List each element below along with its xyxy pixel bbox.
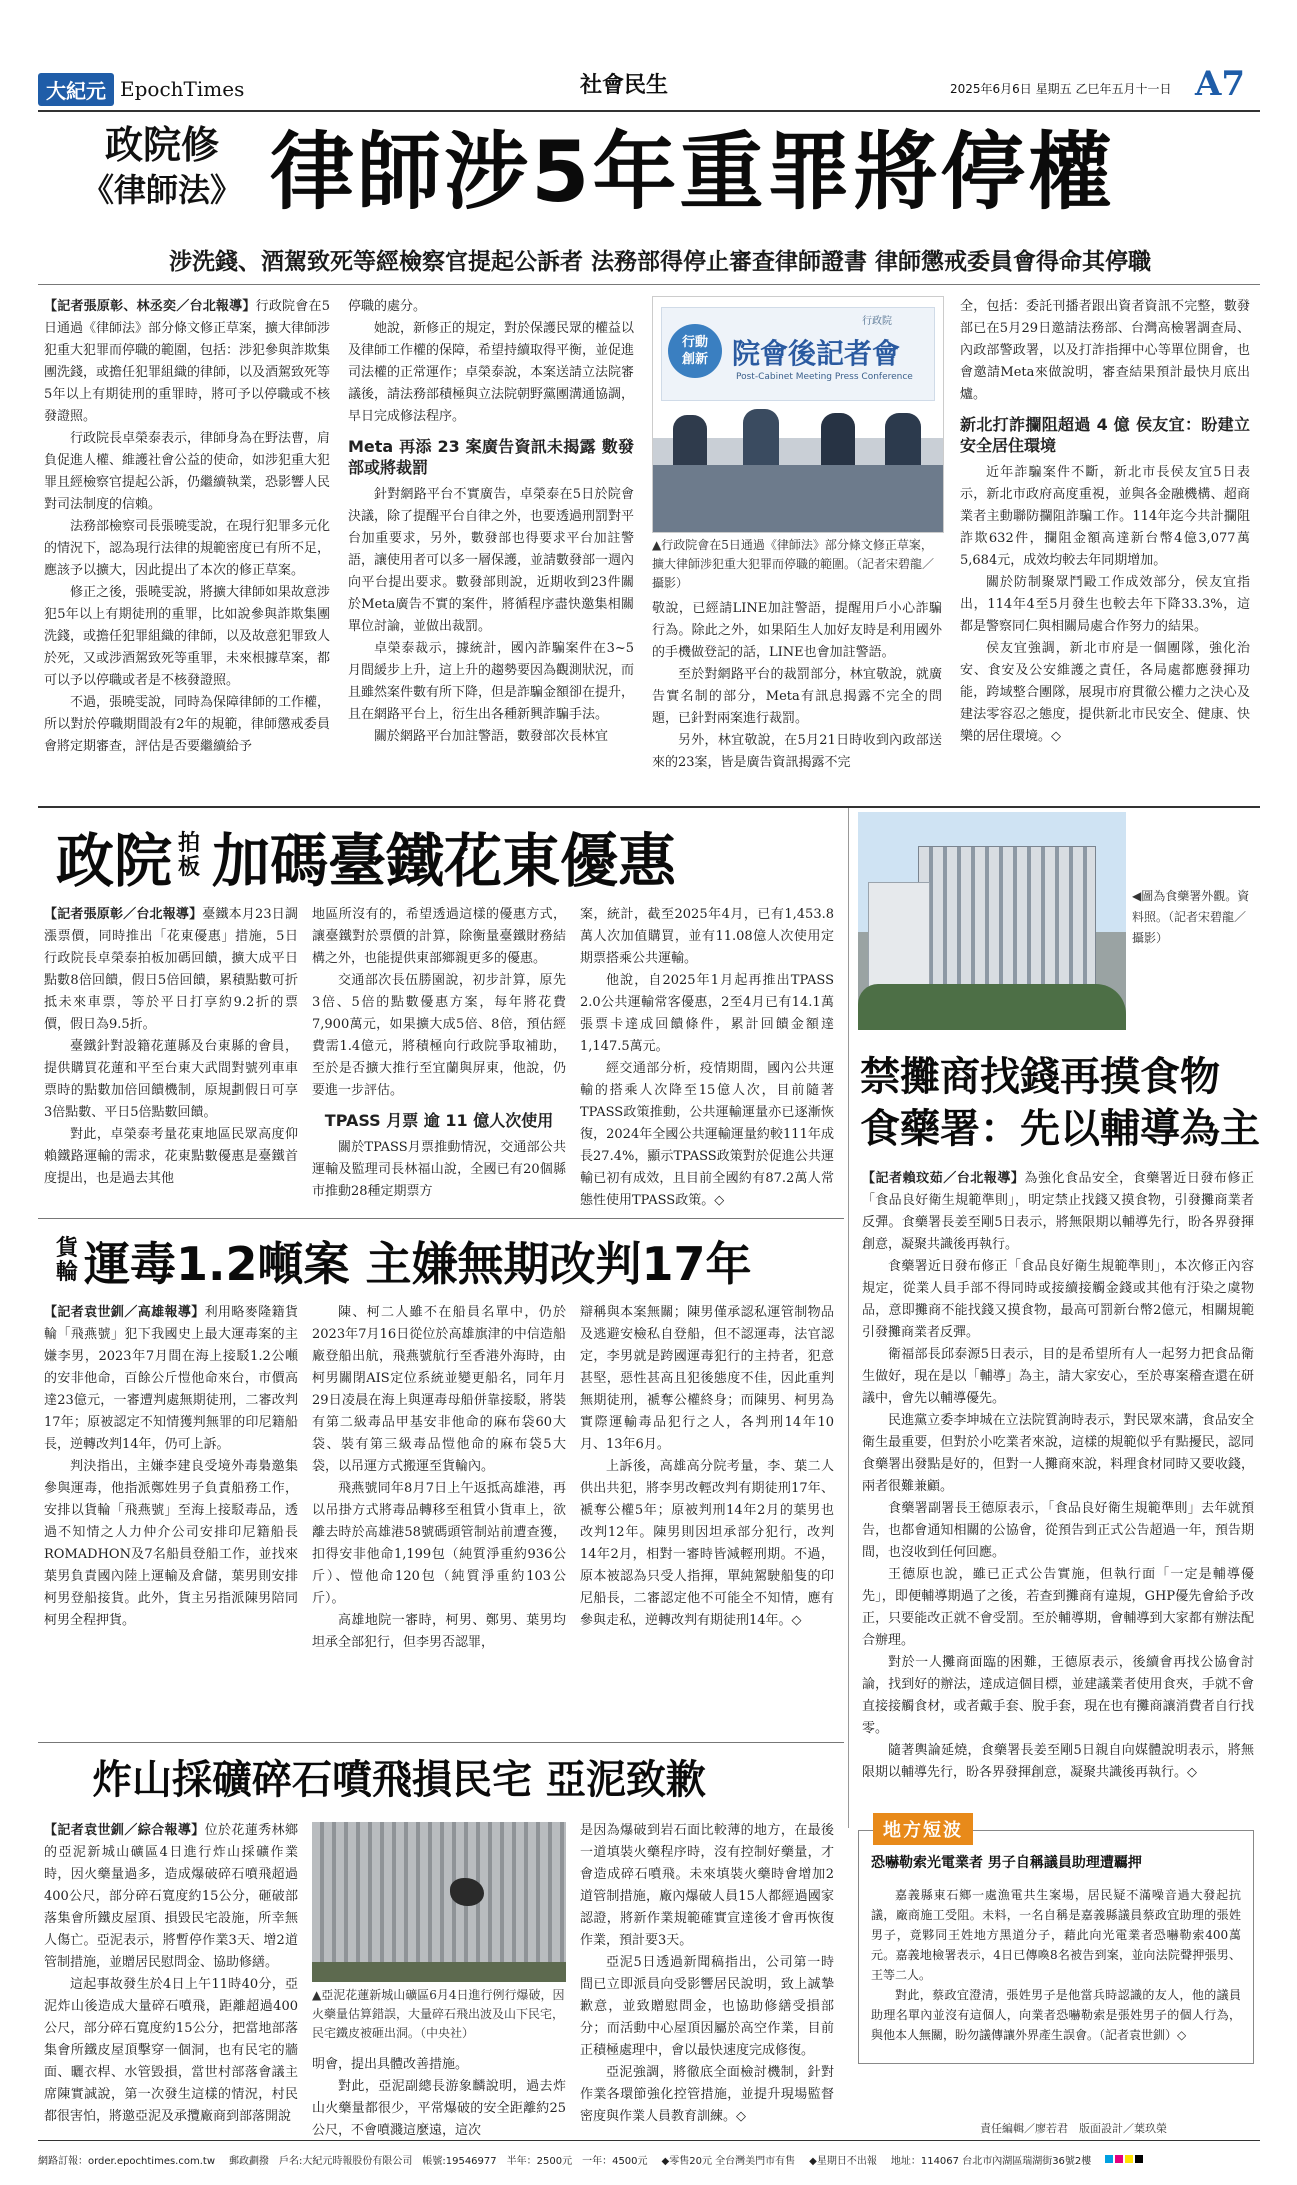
press-sign-org: 行政院	[862, 316, 892, 327]
color-registration-marks	[1105, 2155, 1143, 2163]
story4-paragraph: 位於花蓮秀林鄉的亞泥新城山礦區4日進行炸山採礦作業時，因火藥量過多，造成爆破碎石噴飛超過400公尺，部分碎石寬度約15公分，砸破部落集會所鐵皮屋頂、損毀民宅設施，所幸無人傷亡。亞泥表示，將暫停作業3天、增2道管制措施，並贈居民慰問金、協助修繕。	[44, 1823, 298, 1970]
logo-chinese: 大紀元	[38, 73, 114, 106]
local-brief-paragraph: 對此，蔡政宜澄清，張姓男子是他當兵時認識的友人，他的議員助理名單內並沒有這個人，向業者恐嚇勒索是張姓男子的個人行為，與他本人無關，盼勿議傳讓外界產生誤會。（記者袁世釧）◇	[871, 1988, 1241, 2042]
story5-byline: 【記者賴玟茹／台北報導】	[862, 1171, 1025, 1186]
press-conference-photo	[652, 296, 944, 533]
local-brief-box	[858, 1820, 1254, 2064]
registration-swatch	[1125, 2155, 1133, 2163]
new-taipei-paragraph: 侯友宜強調，新北市府是一個團隊，強化治安、食安及公安維護之責任，各局處都應發揮功能，跨域整合團隊，展現市府貫徹公權力之決心及建法零容忍之態度，提供新北市民安全、健康、快樂的居住環境。◇	[960, 641, 1250, 744]
story1-paragraph: 法務部檢察司長張曉雯說，在現行犯罪多元化的情況下，認為現行法律的規範密度已有所不足，應該予以擴大，因此提出了本次的修正草案。	[44, 519, 331, 578]
schedule-info: ◆星期日不出報	[809, 2155, 877, 2167]
meta-subhead: Meta 再添 23 案廣告資訊未揭露 數發部或將裁罰	[348, 437, 634, 477]
story1b-paragraph: 針對網路平台不實廣告，卓榮泰在5日於院會決議，除了提醒平台自律之外，也要透過刑罰對平台加重要求，另外，數發部也得要求平台加註警語，讓使用者可以多一層保護，並請數發部一週內向平台提出要求。數發部則說，近期收到23件關於Meta廣告不實的案件，將循程序盡快邀集相關單位討論，並做出裁罰。	[348, 487, 635, 634]
story2-paragraph: 案，統計，截至2025年4月，已有1,453.8萬人次加值購買，並有11.08億人次使用定期票搭乘公共運輸。	[580, 907, 834, 966]
registration-swatch	[1135, 2155, 1143, 2163]
story1b-paragraph: 另外，林宜敬說，在5月21日時收到內政部送來的23案，皆是廣告資訊揭露不完	[652, 733, 942, 770]
trees	[858, 984, 1126, 1030]
new-taipei-subhead: 新北打詐攔阻超過 4 億 侯友宜：盼建立安全居住環境	[960, 415, 1250, 455]
section-divider	[38, 1742, 844, 1743]
postal-info: 郵政劃撥 戶名:大紀元時報股份有限公司 帳號:19546977 半年：2500元 一年：4500元	[229, 2155, 648, 2167]
story3-paragraph: 高雄地院一審時，柯男、鄭男、葉男均坦承全部犯行，但李男否認罪，	[312, 1613, 566, 1650]
action-innovation-badge	[668, 324, 722, 378]
press-sign-subtitle: Post-Cabinet Meeting Press Conference	[736, 372, 913, 382]
story5-paragraph: 食藥署近日發布修正「食品良好衛生規範準則」，本次修正內容規定，從業人員手部不得同時或接續接觸金錢或其他有汙染之虞物品，意即攤商不能找錢又摸食物，最高可罰新台幣2億元，相關規範引發攤商業者反彈。	[862, 1259, 1254, 1340]
story5-paragraph: 為強化食品安全，食藥署近日發布修正「食品良好衛生規範準則」，明定禁止找錢又摸食物，引發攤商業者反彈。食藥署長姜至剛5日表示，將無限期以輔導先行，盼各界發揮創意，凝聚共識後再執行。	[862, 1171, 1254, 1252]
story2-paragraph: 關於TPASS月票推動情況，交通部公共運輸及監理司長林福山說，全國已有20個縣市推動28種定期票方	[312, 1140, 566, 1199]
story5-paragraph: 隨著輿論延燒，食藥署長姜至剛5日親自向媒體說明表示，將無限期以輔導先行，盼各界發揮創意，凝聚共識後再執行。◇	[862, 1743, 1254, 1780]
local-brief-paragraph: 嘉義縣東石鄉一處漁電共生案場，居民疑不滿噪音過大發起抗議，廠商施工受阻。未料，一名自稱是嘉義縣議員蔡政宜助理的張姓男子，竟夥同王姓地方黑道分子，藉此向光電業者恐嚇勒索400萬元。嘉義地檢署表示，4日已傳喚8名被告到案，並向法院聲押張男、王等二人。	[871, 1888, 1241, 1982]
story5-headline-line1: 禁攤商找錢再摸食物	[860, 1054, 1220, 1100]
registration-swatch	[1115, 2155, 1123, 2163]
story1b-paragraph: 全，包括：委託刊播者跟出資者資訊不完整，數發部已在5月29日邀請法務部、台灣高檢署調查局、內政部警政署，以及打詐指揮中心等單位開會，也會邀請Meta來做說明，審查結果預計最快月底出爐。	[960, 299, 1250, 402]
story2-paragraph: 經交通部分析，疫情期間，國內公共運輸的搭乘人次降至15億人次，目前隨著TPASS政策推動，公共運輸運量亦已逐漸恢復，2024年全國公共運輸運量約較111年成長27.4%，顯示TPASS政策對於促進公共運輸已初有成效，且目前全國約有87.2萬人常態性使用TPASS政策。◇	[580, 1061, 834, 1208]
story3-column-3	[580, 1302, 834, 1734]
story2-byline: 【記者張原彰／台北報導】	[44, 907, 203, 922]
backdrop-banner	[661, 307, 935, 401]
story1-column-3	[652, 598, 942, 798]
story5-paragraph: 衛福部長邱泰源5日表示，目的是希望所有人一起努力把食品衛生做好，現在是以「輔導」為主，請大家安心，至於專案稽查還在研議中，會先以輔導優先。	[862, 1347, 1254, 1406]
press-sign-title: 院會後記者會	[732, 337, 901, 370]
story2-headline-part: 加碼臺鐵花東優惠	[212, 827, 677, 895]
epoch-times-logo	[38, 70, 244, 108]
footer-divider	[38, 2140, 1260, 2141]
story3-kicker: 貨 輪	[56, 1236, 79, 1285]
story1-kicker-line1: 政院修	[104, 123, 219, 167]
story4-column-2	[312, 2054, 566, 2138]
story1-byline: 【記者張原彰、林丞奕／台北報導】	[44, 299, 256, 314]
story2-paragraph: 對此，卓榮泰考量花東地區民眾高度仰賴鐵路運輸的需求，花東點數優惠是臺鐵首度提出，也是過去其他	[44, 1127, 298, 1186]
section-divider	[38, 806, 1260, 808]
story5-body	[862, 1168, 1254, 1808]
story1b-paragraph: 敬說，已經請LINE加註警語，提醒用戶小心詐騙行為。除此之外，如果陌生人加好友時是利用國外的手機做登記的話，LINE也會加註警語。	[652, 601, 942, 660]
logo-english: EpochTimes	[120, 77, 245, 101]
story5-paragraph: 王德原也說，雖已正式公告實施，但執行面「一定是輔導優先」，即便輔導期過了之後，若查到攤商有違規，GHP優先會給予改正，只要能改正就不會受罰。至於輔導期，會輔導到大家都有辦法配合辦理。	[862, 1567, 1254, 1648]
story2-column-1	[44, 904, 298, 1210]
story3-paragraph: 陳、柯二人雖不在船員名單中，仍於2023年7月16日從位於高雄旗津的中信造船廠登船出航，飛燕號航行至香港外海時，由柯男關閉AIS定位系統並變更船名，同年月29日凌晨在海上與運毒母船併靠接駁，將裝有第二級毒品甲基安非他命的麻布袋60大袋、裝有第三級毒品愷他命的麻布袋5大袋，以吊運方式搬運至貨輪內。	[312, 1305, 566, 1474]
story1-kicker-line2: 《律師法》	[81, 171, 242, 209]
new-taipei-paragraph: 關於防制聚眾鬥毆工作成效部分，侯友宜指出，114年4至5月發生也較去年下降33.3%，這都是警察同仁與相關局處合作努力的結果。	[960, 575, 1250, 634]
story1-column-4	[960, 296, 1250, 796]
story3-paragraph: 利用略麥隆籍貨輪「飛燕號」犯下我國史上最大運毒案的主嫌李男，2023年7月間在海上接駁1.2公噸的安非他命，百餘公斤愷他命來台，市價高達23億元，一審遭判處無期徒刑，二審改判17年；原被認定不知情獲判無罪的印尼籍船長，逆轉改判14年，仍可上訴。	[44, 1305, 298, 1452]
story1b-paragraph: 卓榮泰裁示，據統計，國內詐騙案件在3~5月間緩步上升，這上升的趨勢要因為觀測狀況，而且雖然案件數有所下降，但是詐騙金額卻在提升，且在網路平台上，衍生出各種新興詐騙手法。	[348, 641, 635, 722]
story2-paragraph: 地區所沒有的，希望透過這樣的優惠方式，讓臺鐵對於票價的計算，除衡量臺鐵財務結構之外，也能提供東部鄉親更多的優惠。	[312, 907, 566, 966]
building-tower	[868, 882, 930, 998]
local-brief-label: 地方短波	[873, 1813, 973, 1845]
story1-paragraph: 不過，張曉雯說，同時為保障律師的工作權，所以對於停職期間設有2年的規範，律師懲戒委員會將定期審查，評估是否要繼續給予	[44, 695, 331, 754]
story1-deck: 涉洗錢、酒駕致死等經檢察官提起公訴者 法務部得停止審查律師證書 律師懲戒委員會得命其停職	[168, 249, 1151, 275]
story4-paragraph: 對此，亞泥副總長游象麟說明，過去炸山火藥量都很少，平常爆破的安全距離約25公尺，不會噴濺這麼遠，這次	[312, 2079, 566, 2138]
story1-column-1	[44, 296, 330, 796]
story1-paragraph: 行政院會在5日通過《律師法》部分條文修正草案，擴大律師涉犯重大犯罪而停職的範圍，包括：涉犯參與詐欺集團洗錢，或擔任犯罪組織的律師，以及酒駕致死等5年以上有期徒刑的重罪時，將可予以停職或不核發證照。	[44, 299, 331, 424]
masthead	[0, 0, 1297, 112]
fda-building-photo	[858, 812, 1126, 1030]
story1-paragraph: 停職的處分。	[348, 299, 427, 314]
story4-paragraph: 明會，提出具體改善措施。	[312, 2057, 469, 2072]
deck-divider	[38, 284, 1260, 285]
section-title: 社會民生	[580, 73, 669, 98]
story1-headline: 律師涉5年重罪將停權	[270, 123, 1115, 221]
story3-headline-text: 運毒1.2噸案 主嫌無期改判17年	[84, 1237, 752, 1291]
story1-column-2	[348, 296, 634, 796]
story5-paragraph: 民進黨立委李坤城在立法院質詢時表示，對民眾來講，食品安全衛生最重要，但對於小吃業者來說，這樣的規範似乎有點擾民，認同食藥署出發點是好的，但對一人攤商來說，料理食材同時又要收錢，兩者很難兼顧。	[862, 1413, 1254, 1494]
story4-paragraph: 是因為爆破到岩石面比較薄的地方，在最後一道填裝火藥程序時，沒有控制好藥量，才會造成碎石噴飛。未來填裝火藥時會增加2道管制措施，廠內爆破人員15人都經過國家認證，將新作業規範確實宣達後才會再恢復作業，預計要3天。	[580, 1823, 834, 1948]
local-brief-headline: 恐嚇勒索光電業者 男子自稱議員助理遭覊押	[871, 1855, 1142, 1871]
story3-column-2	[312, 1302, 566, 1734]
address-info: 地址：114067 台北市內湖區瑞湖街36號2樓	[890, 2155, 1092, 2167]
story3-paragraph: 上訴後，高雄高分院考量，李、葉二人供出共犯，將李男改輕改判有期徒刑17年、褫奪公權5年；原被判刑14年2月的葉男也改判12年。陳男則因坦承部分犯行，改判14年2月，相對一審時皆減輕刑期。不過，原本被認為只受人指揮，單純駕駛船隻的印尼船長，二審認定他不可能全不知情，應有參與走私，逆轉改判有期徒刑14年。◇	[580, 1459, 834, 1628]
roof-photo-caption: ▲亞泥花蓮新城山礦區6月4日進行例行爆破，因火藥量估算錯誤，大量碎石飛出波及山下民宅，民宅鐵皮被砸出洞。（中央社）	[312, 1988, 565, 2040]
story5-headline-line2: 食藥署：先以輔導為主	[860, 1106, 1260, 1152]
story1-paragraph: 行政院長卓榮泰表示，律師身為在野法曹，肩負促進人權、維護社會公益的使命，如涉犯重大犯罪且經檢察官提起公訴，仍繼續執業，恐影響人民對司法制度的信賴。	[44, 431, 331, 512]
story4-column-1	[44, 1820, 298, 2124]
story4-paragraph: 亞泥強調，將徹底全面檢討機制，針對作業各環節強化控管措施，並提升現場監督密度與作業人員教育訓練。◇	[580, 2065, 834, 2124]
tpass-subhead: TPASS 月票 逾 11 億人次使用	[324, 1111, 554, 1130]
building-facade	[918, 846, 1096, 998]
story5-paragraph: 食藥署副署長王德原表示，「食品良好衛生規範準則」去年就預告，也都會通知相關的公協會，從預告到正式公告超過一年，預告期間，也沒收到任何回應。	[862, 1501, 1254, 1560]
story2-paragraph: 他說，自2025年1月起再推出TPASS 2.0公共運輸常客優惠，2至4月已有14.1萬張票卡達成回饋條件，累計回饋金額達1,147.5萬元。	[580, 973, 834, 1054]
story4-paragraph: 這起事故發生於4日上午11時40分，亞泥炸山後造成大量碎石噴飛，距離超過400公尺，部分碎石寬度約15公分，把當地部落集會所鐵皮屋頂擊穿一個洞，也有民宅的牆面、曬衣桿、水管毀損，當世村部落會議主席陳實誠說，第一次發生這樣的情況，村民都很害怕，將邀亞泥及承攬廠商到部落開說	[44, 1977, 298, 2124]
issue-date: 2025年6月6日 星期五 乙巳年五月十一日	[950, 82, 1172, 96]
fda-photo-caption: ◀圖為食藥署外觀。資料照。（記者宋碧龍／攝影）	[1132, 889, 1250, 945]
story3-byline: 【記者袁世釧／高雄報導】	[44, 1305, 205, 1320]
press-sign-tag: 創新	[681, 352, 708, 367]
press-sign-tag: 行動	[681, 335, 708, 350]
story1-paragraph: 修正之後，張曉雯說，將擴大律師如果故意涉犯5年以上有期徒刑的重罪，比如說參與詐欺集團洗錢，或擔任犯罪組織的律師，以及故意犯罪致人於死，又或涉酒駕致死等重罪，未來根據草案，都可以予以停職或者是不核發證照。	[44, 585, 331, 688]
story2-paragraph: 臺鐵針對設籍花蓮縣及台東縣的會員，提供購買花蓮和平至台東大武間對號列車車票時的點數加倍回饋機制，原規劃假日可享3倍點數、平日5倍點數回饋。	[44, 1039, 298, 1120]
editor-credit: 責任編輯／廖若君 版面設計／葉玖榮	[980, 2122, 1167, 2135]
story2-paragraph: 臺鐵本月23日調漲票價，同時推出「花東優惠」措施，5日行政院長卓榮泰拍板加碼回饋，擴大成平日點數8倍回饋，假日5倍回饋，累積點數可折抵未來車票，等於平日打享約9.2折的票價，假日為9.5折。	[44, 907, 298, 1032]
story3-column-1	[44, 1302, 298, 1734]
page-number: A7	[1195, 64, 1246, 104]
story4-paragraph: 亞泥5日透過新聞稿指出，公司第一時間已立即派員向受影響居民說明，致上誠摯歉意，並致贈慰問金，也協助修繕受損部分；而活動中心屋頂因屬於高空作業，目前正積極處理中，會以最快速度完成修復。	[580, 1955, 834, 2058]
story1b-paragraph: 關於網路平台加註警語，數發部次長林宜	[374, 729, 609, 744]
story1-paragraph: 她說，新修正的規定，對於保護民眾的權益以及律師工作權的保障，希望持續取得平衡，並促進司法權的正常運作；卓榮泰說，本案送請立法院審議後，請法務部積極與立法院朝野黨團溝通協調，早日完成修法程序。	[348, 321, 635, 424]
press-table	[653, 465, 943, 532]
masthead-divider	[38, 110, 1260, 112]
speaker-figure	[743, 409, 779, 467]
story5-paragraph: 對於一人攤商面臨的困難，王德原表示，後續會再找公協會討論，找到好的辦法，達成這個目標，並建議業者使用食夾，手就不會直接接觸食材，或者戴手套、脫手套，現在也有攤商讓消費者自行找零。	[862, 1655, 1254, 1736]
story2-column-3	[580, 904, 834, 1210]
story4-column-3	[580, 1820, 834, 2124]
speaker-figure	[673, 415, 707, 467]
story4-byline: 【記者袁世釧／綜合報導】	[44, 1823, 205, 1838]
new-taipei-paragraph: 近年詐騙案件不斷，新北市長侯友宜5日表示，新北市政府高度重視，並與各金融機構、超商業者主動聯防攔阻詐騙工作。114年迄今共計攔阻詐欺632件，攔阻金額高達新台幣4億3,077萬5,684元，成效均較去年同期增加。	[960, 465, 1250, 568]
retail-info: ◆零售20元 全台灣美門市有售	[661, 2155, 796, 2167]
story2-paragraph: 交通部次長伍勝園說，初步計算，原先3倍、5倍的點數優惠方案，每年將花費7,900萬元，如果擴大成5倍、8倍，預估經費需1.4億元，將積極向行政院爭取補助，至於是否擴大推行至宜蘭與屏東，他說，仍要進一步評估。	[312, 973, 566, 1098]
speaker-figure	[885, 413, 921, 467]
story3-paragraph: 判決指出，主嫌李建良受境外毒梟邀集參與運毒，他指派鄭姓男子負責船務工作，安排以貨輪「飛燕號」至海上接駁毒品，透過不知情之人力仲介公司安排印尼籍船長ROMADHON及7名船員登船工作，並找來葉男負責國內陸上運輸及倉儲，葉男則安排柯男登船接貨。此外，貨主另指派陳男陪同柯男全程押貨。	[44, 1459, 298, 1628]
speaker-figure	[821, 413, 855, 467]
section-divider	[38, 1218, 844, 1219]
subscribe-link[interactable]: 網路訂報：order.epochtimes.com.tw	[38, 2155, 215, 2167]
registration-swatch	[1105, 2155, 1113, 2163]
press-photo-caption: ▲行政院會在5日通過《律師法》部分條文修正草案，擴大律師涉犯重大犯罪而停職的範圍。（記者宋碧龍／攝影）	[652, 538, 935, 590]
story2-column-2	[312, 904, 566, 1210]
story2-headline	[56, 816, 676, 896]
story3-paragraph: 飛燕號同年8月7日上午返抵高雄港，再以吊掛方式將毒品轉移至租賃小貨車上，欲離去時於高雄港58號碼頭管制站前遭查獲，扣得安非他命1,199包（純質淨重約936公斤）、愷他命120包（純質淨重約103公斤）。	[312, 1481, 566, 1606]
story1-kicker	[72, 122, 252, 212]
roof-hole	[450, 1878, 484, 1906]
local-brief-body	[871, 1885, 1241, 2059]
story1b-paragraph: 至於對網路平台的裁罰部分，林宜敬說，就廣告實名制的部分，Meta有訊息揭露不完全的問題，已針對兩案進行裁罰。	[652, 667, 942, 726]
footer-bar	[38, 2146, 1260, 2172]
story3-paragraph: 辯稱與本案無關；陳男僅承認私運管制物品及逃避安檢私自登船，但不認運毒，法官認定，李男就是跨國運毒犯行的主持者，犯意甚堅，惡性甚高且犯後態度不佳，因此重判無期徒刑，褫奪公權終身；而陳男、柯男為實際運輸毒品犯行之人，各判刑14年10月、13年6月。	[580, 1305, 834, 1452]
damaged-roof-photo	[312, 1822, 566, 1982]
story4-headline: 炸山採礦碎石噴飛損民宅 亞泥致歉	[92, 1757, 706, 1803]
roof-edge	[312, 1962, 566, 1982]
story2-headline-small: 拍 板	[178, 831, 201, 880]
story3-headline	[56, 1226, 752, 1296]
column-divider	[848, 808, 849, 1828]
story2-headline-part: 政院	[56, 827, 173, 895]
